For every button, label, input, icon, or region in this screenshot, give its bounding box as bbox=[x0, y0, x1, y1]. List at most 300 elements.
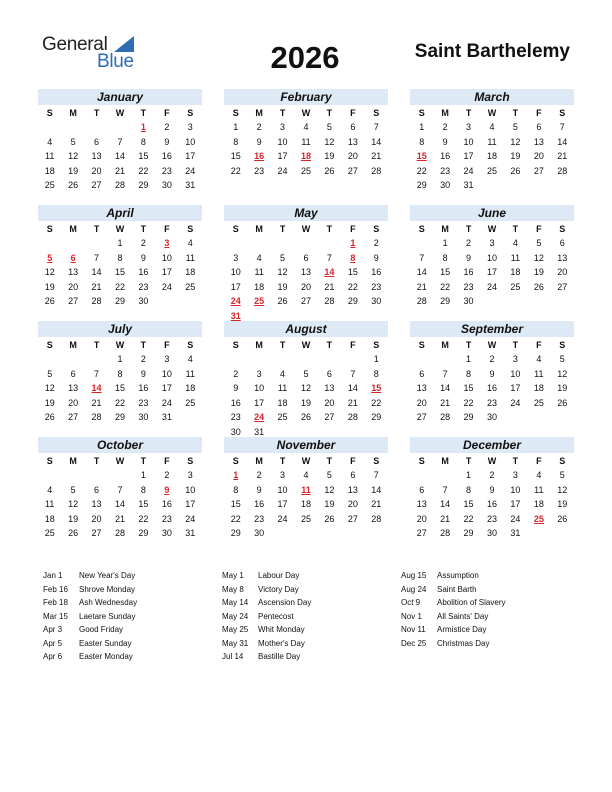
holiday-name: Pentecost bbox=[258, 611, 294, 621]
day-cell: 28 bbox=[347, 412, 358, 422]
week-row bbox=[38, 294, 202, 309]
holiday-day-cell: 14 bbox=[324, 267, 335, 277]
day-cell: 15 bbox=[114, 383, 125, 393]
weekday-label: T bbox=[93, 456, 100, 466]
day-cell: 1 bbox=[419, 122, 425, 132]
weekday-label: F bbox=[536, 224, 542, 234]
day-cell: 30 bbox=[486, 528, 497, 538]
holiday-name: Armistice Day bbox=[437, 625, 487, 634]
holiday-entry bbox=[222, 596, 401, 610]
weekday-label: F bbox=[350, 224, 356, 234]
day-cell: 14 bbox=[440, 383, 451, 393]
weekday-label: M bbox=[255, 456, 263, 466]
day-cell: 13 bbox=[68, 267, 79, 277]
day-cell: 12 bbox=[510, 136, 521, 147]
day-cell: 23 bbox=[254, 165, 265, 176]
week-row bbox=[38, 280, 202, 295]
day-cell: 17 bbox=[185, 499, 196, 509]
holiday-name: New Year's Day bbox=[79, 571, 136, 580]
weekday-label: S bbox=[373, 340, 380, 350]
weekday-header bbox=[410, 454, 574, 468]
weekday-label: F bbox=[164, 108, 170, 118]
day-cell: 27 bbox=[557, 281, 568, 292]
empty-day-cell bbox=[108, 468, 131, 483]
holiday-day-cell: 5 bbox=[47, 252, 53, 263]
weekday-label: F bbox=[350, 108, 356, 118]
day-cell: 2 bbox=[140, 354, 146, 364]
month-august bbox=[224, 321, 388, 437]
day-cell: 4 bbox=[536, 354, 542, 364]
day-cell: 19 bbox=[68, 165, 79, 176]
holiday-column bbox=[43, 569, 222, 664]
day-cell: 27 bbox=[533, 165, 544, 176]
day-cell: 6 bbox=[536, 122, 542, 132]
day-cell: 24 bbox=[277, 165, 288, 176]
empty-day-cell bbox=[341, 526, 364, 541]
day-cell: 17 bbox=[230, 281, 241, 292]
day-cell: 16 bbox=[230, 397, 241, 408]
day-cell: 6 bbox=[94, 136, 100, 147]
day-cell: 31 bbox=[161, 412, 172, 422]
day-cell: 5 bbox=[536, 238, 542, 248]
month-title: February bbox=[224, 89, 388, 105]
month-title: June bbox=[410, 205, 574, 221]
weekday-label: T bbox=[279, 340, 286, 350]
holiday-day-cell: 1 bbox=[350, 238, 356, 248]
day-cell: 19 bbox=[68, 513, 79, 524]
empty-day-cell bbox=[179, 410, 202, 425]
day-cell: 3 bbox=[489, 238, 495, 248]
month-march bbox=[410, 89, 574, 205]
weekday-label: S bbox=[232, 340, 239, 350]
week-row bbox=[38, 381, 202, 396]
day-cell: 18 bbox=[510, 267, 521, 277]
day-cell: 25 bbox=[277, 412, 288, 422]
holiday-name: Assumption bbox=[437, 571, 479, 580]
holiday-date: Apr 6 bbox=[43, 652, 63, 661]
weekday-label: S bbox=[187, 224, 194, 234]
day-cell: 15 bbox=[230, 499, 241, 509]
day-cell: 16 bbox=[161, 151, 172, 161]
day-cell: 15 bbox=[138, 151, 149, 161]
day-cell: 20 bbox=[91, 165, 102, 176]
day-cell: 30 bbox=[230, 426, 241, 437]
day-cell: 2 bbox=[164, 122, 170, 132]
empty-day-cell bbox=[271, 352, 294, 367]
day-cell: 7 bbox=[350, 368, 356, 379]
day-cell: 13 bbox=[91, 151, 102, 161]
holiday-name: Ash Wednesday bbox=[79, 598, 138, 607]
empty-day-cell bbox=[551, 410, 574, 425]
holiday-date: Oct 9 bbox=[401, 598, 421, 607]
day-cell: 30 bbox=[463, 296, 474, 306]
day-cell: 13 bbox=[300, 267, 311, 277]
holiday-date: May 31 bbox=[222, 638, 249, 648]
day-cell: 6 bbox=[70, 368, 76, 379]
day-cell: 22 bbox=[347, 281, 358, 292]
day-cell: 3 bbox=[466, 122, 472, 132]
day-cell: 7 bbox=[442, 368, 448, 379]
day-cell: 29 bbox=[138, 180, 149, 190]
weekday-label: T bbox=[140, 456, 147, 466]
weekday-label: M bbox=[69, 108, 77, 118]
day-cell: 15 bbox=[347, 267, 358, 277]
day-cell: 28 bbox=[371, 165, 382, 176]
day-cell: 9 bbox=[489, 484, 495, 495]
day-cell: 24 bbox=[510, 513, 521, 524]
day-cell: 21 bbox=[91, 281, 102, 292]
week-row bbox=[410, 236, 574, 251]
holiday-date: Apr 3 bbox=[43, 625, 63, 634]
day-cell: 5 bbox=[559, 470, 565, 480]
day-cell: 5 bbox=[70, 484, 76, 495]
weekday-label: F bbox=[536, 108, 542, 118]
weekday-label: T bbox=[465, 224, 472, 234]
day-cell: 6 bbox=[326, 368, 332, 379]
holiday-date: May 1 bbox=[222, 571, 244, 580]
month-title: January bbox=[38, 89, 202, 105]
day-cell: 17 bbox=[486, 267, 497, 277]
month-title: August bbox=[224, 321, 388, 337]
day-cell: 18 bbox=[44, 513, 55, 524]
holiday-name: Easter Sunday bbox=[79, 638, 132, 648]
day-cell: 13 bbox=[91, 499, 102, 509]
holiday-day-cell: 24 bbox=[230, 296, 241, 306]
day-cell: 17 bbox=[277, 499, 288, 509]
week-row bbox=[38, 135, 202, 150]
day-cell: 16 bbox=[486, 383, 497, 393]
week-row bbox=[224, 396, 388, 411]
page-title-year: 2026 bbox=[270, 40, 340, 75]
week-row bbox=[224, 149, 388, 164]
day-cell: 19 bbox=[324, 499, 335, 509]
holiday-day-cell: 3 bbox=[164, 238, 170, 248]
day-cell: 24 bbox=[510, 397, 521, 408]
day-cell: 26 bbox=[277, 296, 288, 306]
day-cell: 25 bbox=[510, 281, 521, 292]
day-cell: 12 bbox=[533, 252, 544, 263]
day-cell: 23 bbox=[463, 281, 474, 292]
day-cell: 20 bbox=[68, 397, 79, 408]
empty-day-cell bbox=[527, 526, 550, 541]
day-cell: 20 bbox=[300, 281, 311, 292]
holiday-date: Jan 1 bbox=[43, 571, 63, 580]
holiday-day-cell: 15 bbox=[416, 151, 427, 161]
day-cell: 24 bbox=[185, 513, 196, 524]
holiday-date: May 25 bbox=[222, 625, 249, 634]
day-cell: 2 bbox=[373, 238, 379, 248]
day-cell: 29 bbox=[114, 296, 125, 306]
day-cell: 5 bbox=[70, 136, 76, 147]
empty-day-cell bbox=[551, 294, 574, 309]
day-cell: 23 bbox=[371, 281, 382, 292]
day-cell: 18 bbox=[300, 499, 311, 509]
month-september bbox=[410, 321, 574, 437]
holiday-name: Labour Day bbox=[258, 571, 300, 580]
day-cell: 15 bbox=[440, 267, 451, 277]
day-cell: 30 bbox=[138, 412, 149, 422]
week-row bbox=[38, 410, 202, 425]
day-cell: 1 bbox=[466, 354, 472, 364]
week-row bbox=[38, 497, 202, 512]
day-cell: 28 bbox=[91, 412, 102, 422]
day-cell: 2 bbox=[233, 368, 239, 379]
week-row bbox=[224, 381, 388, 396]
holiday-date: Nov 11 bbox=[401, 625, 426, 634]
weekday-header bbox=[38, 338, 202, 352]
holiday-entry bbox=[43, 650, 222, 664]
day-cell: 10 bbox=[185, 136, 196, 147]
holiday-day-cell: 25 bbox=[533, 513, 544, 524]
week-row bbox=[410, 352, 574, 367]
holiday-date: Feb 18 bbox=[43, 598, 68, 607]
day-cell: 14 bbox=[114, 151, 125, 161]
day-cell: 11 bbox=[534, 484, 544, 495]
day-cell: 17 bbox=[254, 397, 265, 408]
empty-day-cell bbox=[247, 236, 270, 251]
week-row bbox=[224, 512, 388, 527]
day-cell: 3 bbox=[164, 354, 170, 364]
day-cell: 4 bbox=[47, 484, 53, 495]
month-october bbox=[38, 437, 202, 553]
day-cell: 16 bbox=[371, 267, 382, 277]
day-cell: 26 bbox=[44, 412, 55, 422]
week-row bbox=[410, 526, 574, 541]
day-cell: 10 bbox=[254, 383, 265, 393]
day-cell: 11 bbox=[301, 136, 311, 147]
day-cell: 22 bbox=[371, 397, 382, 408]
day-cell: 21 bbox=[114, 165, 125, 176]
day-cell: 11 bbox=[534, 368, 544, 379]
weekday-label: S bbox=[187, 340, 194, 350]
week-row bbox=[224, 236, 388, 251]
holiday-date: May 8 bbox=[222, 584, 244, 594]
day-cell: 27 bbox=[300, 296, 311, 306]
weekday-header bbox=[38, 222, 202, 236]
day-cell: 22 bbox=[114, 397, 125, 408]
day-cell: 1 bbox=[442, 238, 448, 248]
weekday-label: W bbox=[301, 456, 311, 466]
day-cell: 19 bbox=[44, 397, 55, 408]
weekday-label: M bbox=[255, 108, 263, 118]
week-row bbox=[38, 164, 202, 179]
day-cell: 9 bbox=[233, 383, 239, 393]
weekday-label: S bbox=[559, 340, 566, 350]
day-cell: 18 bbox=[44, 165, 55, 176]
week-row bbox=[224, 367, 388, 382]
day-cell: 22 bbox=[463, 513, 474, 524]
week-row bbox=[410, 468, 574, 483]
week-row bbox=[410, 512, 574, 527]
week-row bbox=[224, 265, 388, 280]
day-cell: 14 bbox=[91, 267, 102, 277]
weekday-label: T bbox=[279, 224, 286, 234]
empty-day-cell bbox=[85, 352, 108, 367]
day-cell: 28 bbox=[440, 412, 451, 422]
holiday-entry bbox=[43, 610, 222, 624]
weekday-label: F bbox=[350, 456, 356, 466]
day-cell: 5 bbox=[280, 252, 286, 263]
day-cell: 14 bbox=[371, 484, 382, 495]
day-cell: 24 bbox=[463, 165, 474, 176]
day-cell: 21 bbox=[114, 513, 125, 524]
week-row bbox=[410, 120, 574, 135]
week-row bbox=[38, 120, 202, 135]
day-cell: 1 bbox=[373, 354, 379, 364]
week-row bbox=[38, 352, 202, 367]
day-cell: 16 bbox=[440, 151, 451, 161]
day-cell: 5 bbox=[512, 122, 518, 132]
day-cell: 9 bbox=[164, 136, 170, 147]
weekday-label: S bbox=[46, 108, 53, 118]
day-cell: 28 bbox=[114, 180, 125, 190]
holiday-day-cell: 1 bbox=[140, 122, 146, 132]
day-cell: 8 bbox=[117, 368, 123, 379]
holiday-column bbox=[401, 569, 583, 664]
empty-day-cell bbox=[551, 178, 574, 193]
day-cell: 16 bbox=[138, 267, 149, 277]
holiday-name: Whit Monday bbox=[258, 625, 305, 634]
day-cell: 4 bbox=[256, 252, 262, 263]
day-cell: 6 bbox=[350, 470, 356, 480]
empty-day-cell bbox=[433, 352, 456, 367]
day-cell: 6 bbox=[94, 484, 100, 495]
day-cell: 8 bbox=[466, 368, 472, 379]
day-cell: 8 bbox=[117, 252, 123, 263]
empty-day-cell bbox=[294, 526, 317, 541]
holiday-entry bbox=[401, 569, 583, 583]
day-cell: 5 bbox=[559, 354, 565, 364]
weekday-label: T bbox=[326, 224, 333, 234]
day-cell: 25 bbox=[486, 165, 497, 176]
day-cell: 18 bbox=[533, 383, 544, 393]
day-cell: 15 bbox=[463, 499, 474, 509]
day-cell: 6 bbox=[303, 252, 309, 263]
day-cell: 26 bbox=[557, 513, 568, 524]
holiday-entry bbox=[401, 623, 583, 637]
holiday-name: Ascension Day bbox=[258, 598, 312, 607]
day-cell: 11 bbox=[185, 368, 195, 379]
day-cell: 26 bbox=[324, 513, 335, 524]
weekday-label: T bbox=[465, 456, 472, 466]
holiday-date: Aug 24 bbox=[401, 584, 427, 594]
day-cell: 14 bbox=[557, 136, 568, 147]
holiday-day-cell: 9 bbox=[164, 484, 170, 495]
logo-triangle-icon bbox=[114, 36, 134, 52]
day-cell: 1 bbox=[140, 470, 146, 480]
day-cell: 17 bbox=[161, 267, 172, 277]
empty-day-cell bbox=[410, 236, 433, 251]
day-cell: 7 bbox=[559, 122, 565, 132]
day-cell: 9 bbox=[373, 252, 379, 263]
day-cell: 11 bbox=[510, 252, 521, 263]
day-cell: 27 bbox=[68, 412, 79, 422]
day-cell: 3 bbox=[233, 252, 239, 263]
day-cell: 8 bbox=[373, 368, 379, 379]
day-cell: 5 bbox=[47, 368, 53, 379]
day-cell: 6 bbox=[419, 484, 425, 495]
day-cell: 5 bbox=[303, 368, 309, 379]
day-cell: 26 bbox=[44, 296, 55, 306]
day-cell: 23 bbox=[486, 513, 497, 524]
day-cell: 12 bbox=[44, 383, 55, 393]
weekday-header bbox=[224, 338, 388, 352]
day-cell: 15 bbox=[463, 383, 474, 393]
day-cell: 19 bbox=[557, 383, 568, 393]
day-cell: 3 bbox=[187, 122, 193, 132]
week-row bbox=[410, 178, 574, 193]
month-january bbox=[38, 89, 202, 205]
weekday-label: W bbox=[487, 224, 497, 234]
weekday-label: S bbox=[418, 108, 425, 118]
week-row bbox=[38, 367, 202, 382]
holiday-name: Saint Barth bbox=[437, 584, 477, 594]
weekday-label: T bbox=[512, 108, 519, 118]
day-cell: 19 bbox=[277, 281, 288, 292]
holiday-date: May 14 bbox=[222, 598, 249, 607]
day-cell: 7 bbox=[94, 252, 100, 263]
day-cell: 13 bbox=[324, 383, 335, 393]
week-row bbox=[38, 251, 202, 266]
day-cell: 22 bbox=[138, 513, 149, 524]
day-cell: 20 bbox=[416, 397, 427, 408]
empty-day-cell bbox=[551, 526, 574, 541]
day-cell: 17 bbox=[510, 383, 521, 393]
weekday-label: M bbox=[69, 224, 77, 234]
weekday-header bbox=[38, 454, 202, 468]
weekday-label: S bbox=[418, 224, 425, 234]
day-cell: 28 bbox=[371, 513, 382, 524]
day-cell: 22 bbox=[138, 165, 149, 176]
day-cell: 6 bbox=[350, 122, 356, 132]
week-row bbox=[38, 396, 202, 411]
holiday-entry bbox=[401, 610, 583, 624]
empty-day-cell bbox=[410, 352, 433, 367]
day-cell: 16 bbox=[463, 267, 474, 277]
day-cell: 19 bbox=[557, 499, 568, 509]
empty-day-cell bbox=[318, 526, 341, 541]
day-cell: 27 bbox=[347, 513, 358, 524]
day-cell: 9 bbox=[466, 252, 472, 263]
holiday-name: Abolition of Slavery bbox=[437, 598, 506, 607]
day-cell: 26 bbox=[68, 528, 79, 538]
month-title: December bbox=[410, 437, 574, 453]
day-cell: 10 bbox=[277, 484, 288, 495]
weekday-label: F bbox=[536, 456, 542, 466]
day-cell: 21 bbox=[440, 397, 451, 408]
day-cell: 10 bbox=[277, 136, 288, 147]
day-cell: 11 bbox=[277, 383, 288, 393]
day-cell: 27 bbox=[91, 180, 102, 190]
month-title: October bbox=[38, 437, 202, 453]
week-row bbox=[410, 367, 574, 382]
day-cell: 12 bbox=[324, 136, 335, 147]
day-cell: 7 bbox=[373, 470, 379, 480]
day-cell: 5 bbox=[326, 470, 332, 480]
holiday-entry bbox=[401, 637, 583, 651]
day-cell: 15 bbox=[138, 499, 149, 509]
day-cell: 23 bbox=[161, 165, 172, 176]
week-row bbox=[38, 236, 202, 251]
week-row bbox=[38, 149, 202, 164]
day-cell: 22 bbox=[114, 281, 125, 292]
weekday-label: S bbox=[232, 108, 239, 118]
day-cell: 12 bbox=[557, 484, 568, 495]
day-cell: 23 bbox=[254, 513, 265, 524]
holiday-date: Mar 15 bbox=[43, 611, 68, 621]
day-cell: 18 bbox=[185, 383, 196, 393]
day-cell: 10 bbox=[161, 252, 172, 263]
